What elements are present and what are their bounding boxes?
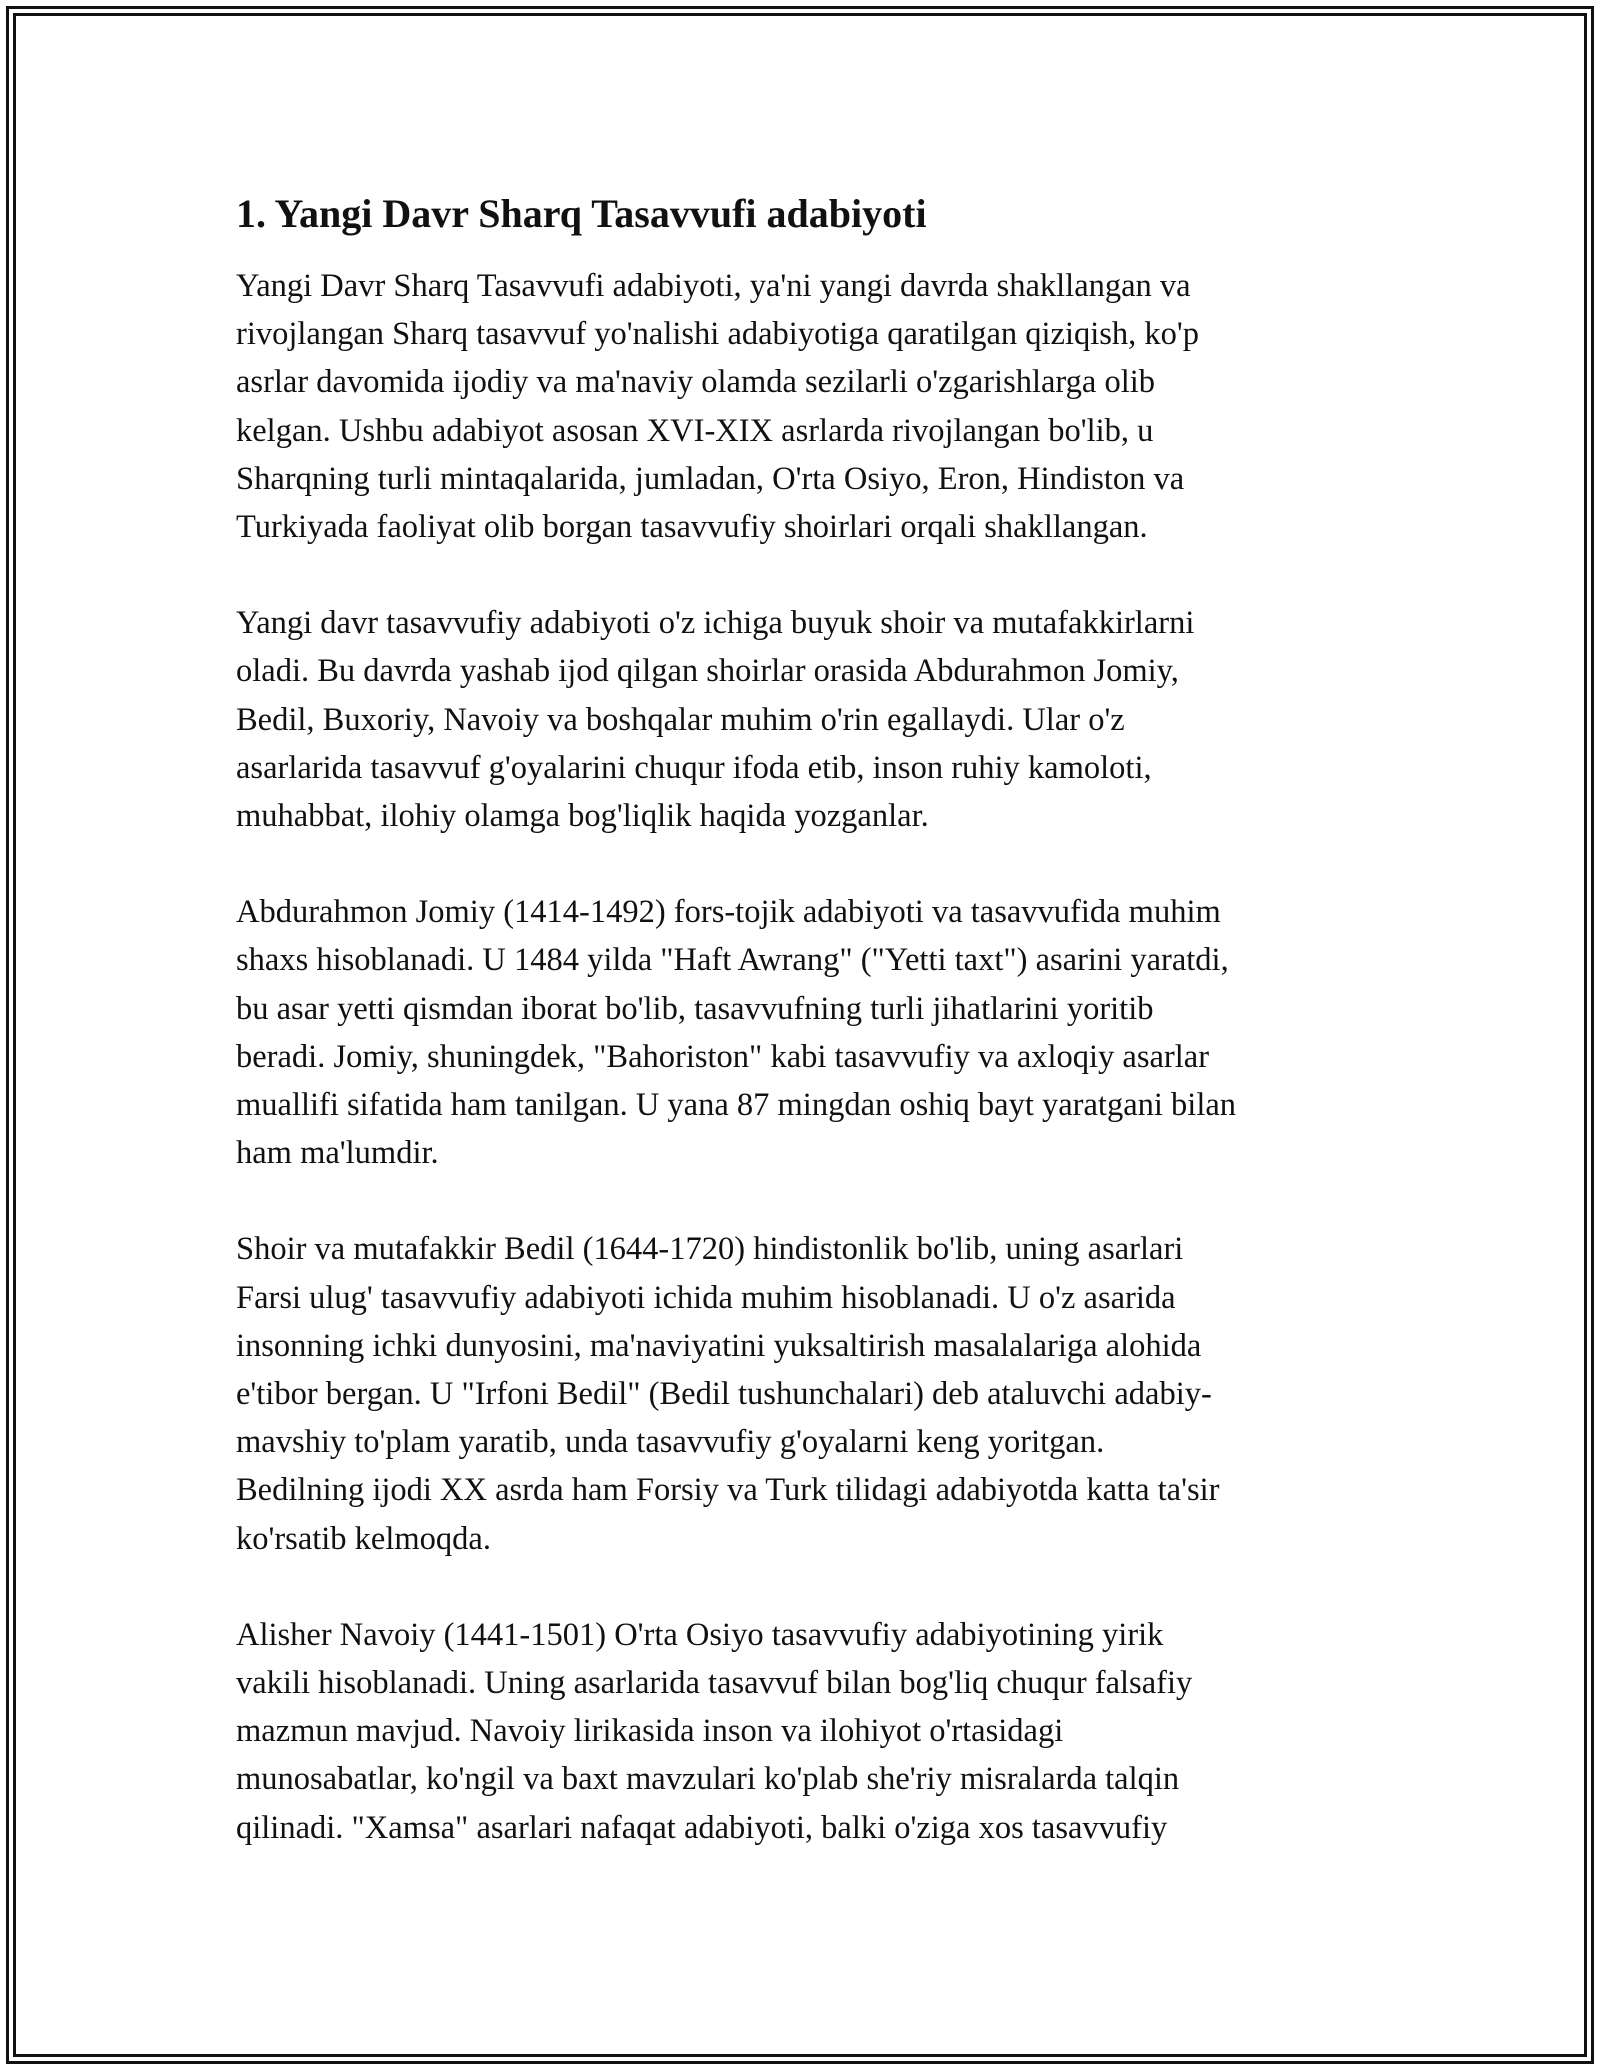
text-line: Bedil, Buxoriy, Navoiy va boshqalar muhim o'rin egallaydi. Ular o'z — [236, 701, 1125, 738]
text-line: munosabatlar, ko'ngil va baxt mavzulari ko'plab she'riy misralarda talqin — [236, 1761, 1180, 1798]
text-line: rivojlangan Sharq tasavvuf yo'nalishi adabiyotiga qaratilgan qiziqish, ko'p — [236, 316, 1200, 353]
text-line: mavshiy to'plam yaratib, unda tasavvufiy g'oyalarni keng yoritgan. — [236, 1424, 1105, 1461]
text-line: muallifi sifatida ham tanilgan. U yana 87 mingdan oshiq bayt yaratgani bilan — [236, 1087, 1237, 1124]
text-line: muhabbat, ilohiy olamga bog'liqlik haqida yozganlar. — [236, 798, 929, 835]
text-line: kelgan. Ushbu adabiyot asosan XVI-XIX asrlarda rivojlangan bo'lib, u — [236, 412, 1154, 449]
text-line: Turkiyada faoliyat olib borgan tasavvufiy shoirlari orqali shakllangan. — [236, 509, 1148, 546]
text-line: mazmun mavjud. Navoiy lirikasida inson va ilohiyot o'rtasidagi — [236, 1713, 1064, 1750]
text-line: ham ma'lumdir. — [236, 1135, 439, 1172]
text-line: vakili hisoblanadi. Uning asarlarida tasavvuf bilan bog'liq chuqur falsafiy — [236, 1665, 1193, 1702]
text-line: bu asar yetti qismdan iborat bo'lib, tasavvufning turli jihatlarini yoritib — [236, 990, 1154, 1027]
text-line: asrlar davomida ijodiy va ma'naviy olamda sezilarli o'zgarishlarga olib — [236, 364, 1156, 401]
text-line: shaxs hisoblanadi. U 1484 yilda "Haft Awrang" ("Yetti taxt") asarini yaratdi, — [236, 942, 1229, 979]
text-line: Farsi ulug' tasavvufiy adabiyoti ichida muhim hisoblanadi. U o'z asarida — [236, 1279, 1176, 1316]
text-line: qilinadi. "Xamsa" asarlari nafaqat adabiyoti, balki o'ziga xos tasavvufiy — [236, 1809, 1168, 1846]
text-line: insonning ichki dunyosini, ma'naviyatini yuksaltirish masalalariga alohida — [236, 1327, 1202, 1364]
paragraph-navoiy — [236, 1611, 1366, 1852]
text-line: oladi. Bu davrda yashab ijod qilgan shoirlar orasida Abdurahmon Jomiy, — [236, 653, 1179, 690]
paragraph-bedil — [236, 1225, 1366, 1562]
text-line: Abdurahmon Jomiy (1414-1492) fors-tojik adabiyoti va tasavvufida muhim — [236, 894, 1221, 931]
text-line: ko'rsatib kelmoqda. — [236, 1520, 491, 1557]
paragraph-jomiy — [236, 888, 1366, 1177]
text-line: Shoir va mutafakkir Bedil (1644-1720) hindistonlik bo'lib, uning asarlari — [236, 1231, 1184, 1268]
text-line: Alisher Navoiy (1441-1501) O'rta Osiyo tasavvufiy adabiyotining yirik — [236, 1616, 1164, 1653]
text-line: Yangi davr tasavvufiy adabiyoti o'z ichiga buyuk shoir va mutafakkirlarni — [236, 605, 1195, 642]
text-line: Sharqning turli mintaqalarida, jumladan, O'rta Osiyo, Eron, Hindiston va — [236, 460, 1185, 497]
text-line: beradi. Jomiy, shuningdek, "Bahoriston" kabi tasavvufiy va axloqiy asarlar — [236, 1038, 1210, 1075]
paragraph-intro — [236, 262, 1366, 551]
section-heading: 1. Yangi Davr Sharq Tasavvufi adabiyoti — [236, 191, 927, 236]
text-line: Bedilning ijodi XX asrda ham Forsiy va Turk tilidagi adabiyotda katta ta'sir — [236, 1472, 1220, 1509]
text-line: e'tibor bergan. U "Irfoni Bedil" (Bedil tushunchalari) deb ataluvchi adabiy- — [236, 1376, 1212, 1413]
text-line: asarlarida tasavvuf g'oyalarini chuqur ifoda etib, inson ruhiy kamoloti, — [236, 749, 1152, 786]
document-body — [236, 188, 1366, 1900]
paragraph-poets — [236, 599, 1366, 840]
text-line: Yangi Davr Sharq Tasavvufi adabiyoti, ya'ni yangi davrda shakllangan va — [236, 268, 1191, 304]
